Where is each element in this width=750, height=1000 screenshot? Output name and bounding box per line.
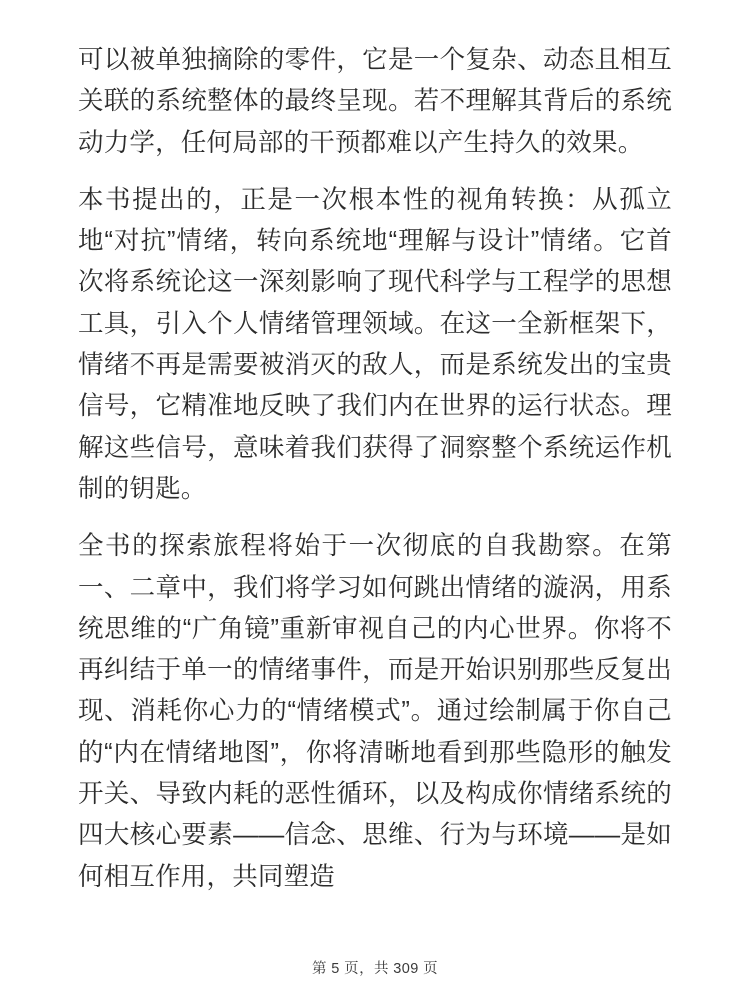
page-content [78,40,672,1000]
paragraph: 可以被单独摘除的零件，它是一个复杂、动态且相互关联的系统整体的最终呈现。若不理解其背后的系统动力学，任何局部的干预都难以产生持久的效果。 [78,46,672,157]
page-number-label: 第 5 页，共 309 页 [311,961,439,977]
page-footer [0,957,750,978]
paragraph: 全书的探索旅程将始于一次彻底的自我勘察。在第一、二章中，我们将学习如何跳出情绪的漩涡，用系统思维的“广角镜”重新审视自己的内心世界。你将不再纠结于单一的情绪事件，而是开始识别那些反复出现、消耗你心力的“情绪模式”。通过绘制属于你自己的“内在情绪地图”，你将清晰地看到那些隐形的触发开关、导致内耗的恶性循环，以及构成你情绪系统的四大核心要素——信念、思维、行为与环境——是如何相互作用，共同塑造 [78,532,672,891]
paragraph: 本书提出的，正是一次根本性的视角转换：从孤立地“对抗”情绪，转向系统地“理解与设计”情绪。它首次将系统论这一深刻影响了现代科学与工程学的思想工具，引入个人情绪管理领域。在这一全新框架下，情绪不再是需要被消灭的敌人，而是系统发出的宝贵信号，它精准地反映了我们内在世界的运行状态。理解这些信号，意味着我们获得了洞察整个系统运作机制的钥匙。 [78,185,672,503]
